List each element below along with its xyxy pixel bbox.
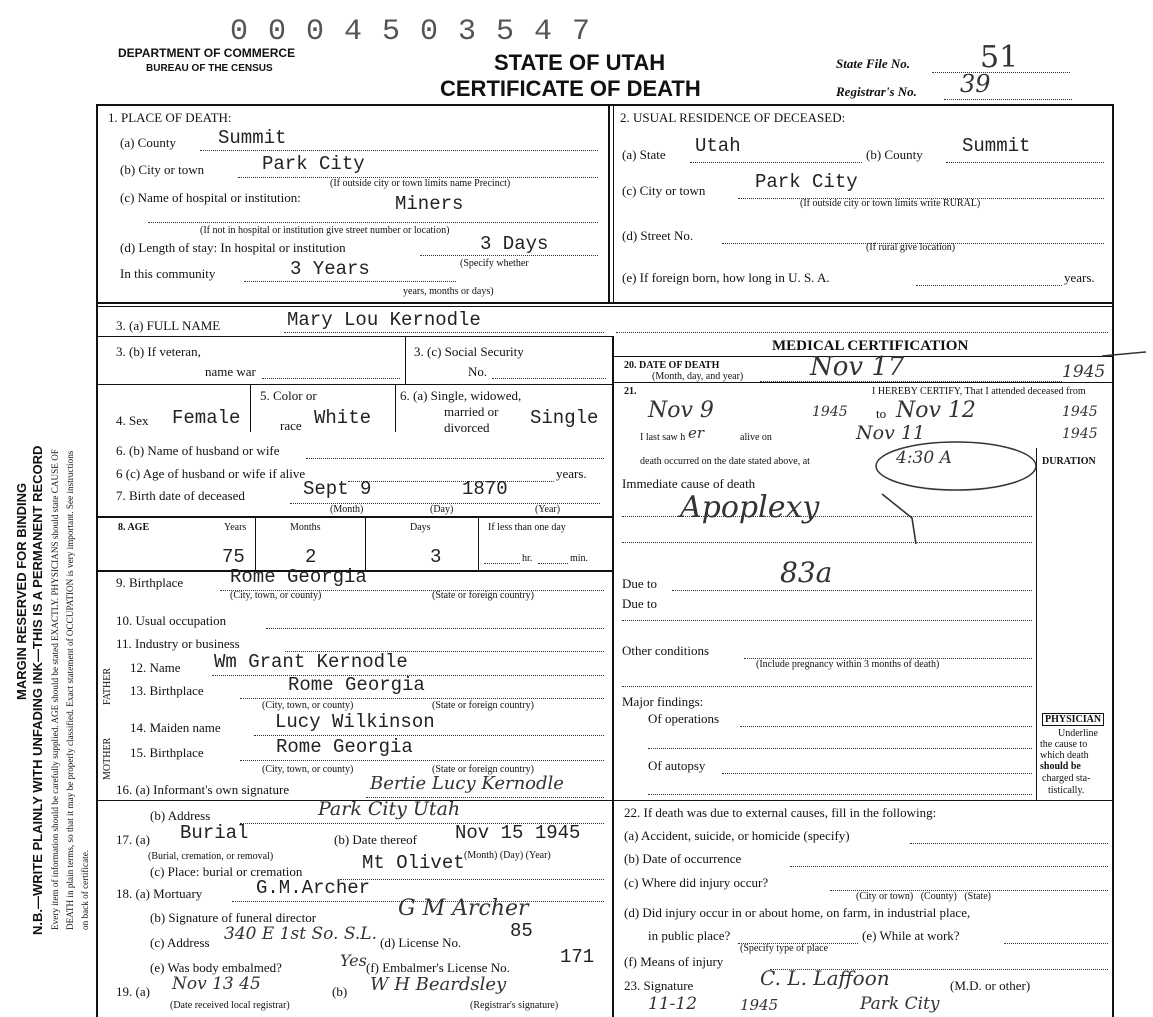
certificate-title: CERTIFICATE OF DEATH	[440, 76, 701, 101]
full-name-value: Mary Lou Kernodle	[287, 309, 481, 331]
burial-method-note: (Burial, cremation, or removal)	[148, 851, 274, 862]
place-of-death-heading: 1. PLACE OF DEATH:	[108, 110, 232, 125]
embalmer-license-value: 171	[560, 946, 595, 968]
state-file-label: State File No.	[836, 56, 911, 71]
cause-code-value: 83a	[780, 556, 833, 589]
embalmed-value: Yes	[340, 951, 367, 970]
physician-note-5: charged sta-	[1042, 773, 1091, 784]
res-city-note: (If outside city or town limits write RURAL)	[800, 198, 981, 209]
birthplace-state-note: (State or foreign country)	[432, 590, 534, 601]
birth-date-label: 7. Birth date of deceased	[116, 488, 245, 503]
date-of-death-note: (Month, day, and year)	[652, 371, 744, 382]
license-value: 85	[510, 920, 533, 942]
marital-label-1: 6. (a) Single, widowed,	[400, 388, 522, 403]
father-bp-city-note: (City, town, or county)	[262, 700, 354, 711]
mother-tag: MOTHER	[102, 737, 113, 780]
sex-label: 4. Sex	[116, 413, 149, 428]
birth-month-day-value: Sept 9	[303, 478, 372, 500]
burial-date-note: (Month) (Day) (Year)	[464, 850, 551, 861]
immediate-cause-value: Apoplexy	[680, 490, 820, 525]
res-county-value: Summit	[962, 135, 1031, 157]
age-years-value: 75	[222, 546, 245, 568]
occupation-label: 10. Usual occupation	[116, 613, 227, 628]
industry-label: 11. Industry or business	[116, 636, 240, 651]
marital-label-2: married or	[444, 404, 499, 419]
serial-number: 0 0 0 4 5 0 3 5 4 7	[230, 15, 592, 49]
burial-date-value: Nov 15 1945	[455, 822, 581, 844]
marital-value: Single	[530, 407, 599, 429]
county-label: (a) County	[120, 135, 176, 150]
burial-place-label: (c) Place: burial or cremation	[150, 864, 303, 879]
of-autopsy-label: Of autopsy	[648, 758, 706, 773]
signature-place-value: Park City	[860, 994, 940, 1014]
means-of-injury-label: (f) Means of injury	[624, 954, 724, 969]
birth-day-note: (Day)	[430, 504, 454, 515]
color-label: 5. Color or	[260, 388, 317, 403]
certify-number: 21.	[624, 386, 637, 397]
burial-label: 17. (a)	[116, 832, 150, 847]
md-or-other-label: (M.D. or other)	[950, 978, 1031, 993]
of-operations-label: Of operations	[648, 711, 720, 726]
marital-label-3: divorced	[444, 420, 490, 435]
length-of-stay-label: (d) Length of stay: In hospital or institution	[120, 240, 346, 255]
father-name-value: Wm Grant Kernodle	[214, 651, 408, 673]
hospital-label: (c) Name of hospital or institution:	[120, 190, 301, 205]
registrar-signature-value: W H Beardsley	[370, 974, 507, 995]
mortuary-value: G.M.Archer	[256, 877, 371, 899]
attended-from-value: Nov 9	[648, 398, 714, 423]
registrar-signature-label: (b)	[332, 984, 348, 999]
race-value: White	[314, 407, 372, 429]
physician-signature-value: C. L. Laffoon	[760, 966, 890, 990]
margin-note-permanent-record: N.B.—WRITE PLAINLY WITH UNFADING INK—THIS IS A PERMANENT RECORD	[30, 445, 45, 935]
due-to-2-label: Due to	[622, 596, 658, 611]
informant-address-value: Park City Utah	[318, 798, 461, 820]
mother-birthplace-label: 15. Birthplace	[130, 745, 204, 760]
birth-month-note: (Month)	[330, 504, 364, 515]
age-months-value: 2	[305, 546, 317, 568]
res-county-label: (b) County	[866, 147, 923, 162]
funeral-director-signature: G M Archer	[398, 896, 529, 921]
margin-note-instructions-3: on back of certificate.	[80, 849, 90, 930]
father-tag: FATHER	[102, 667, 113, 705]
birth-year-note: (Year)	[535, 504, 561, 515]
informant-signature-label: 16. (a) Informant's own signature	[116, 782, 290, 797]
injury-where-note: (City or town) (County) (State)	[856, 891, 991, 902]
father-bp-state-note: (State or foreign country)	[432, 700, 534, 711]
full-name-label: 3. (a) FULL NAME	[116, 318, 221, 333]
spouse-age-years-label: years.	[556, 466, 587, 481]
state-file-number: 51	[980, 40, 1019, 75]
due-to-label: Due to	[622, 576, 658, 591]
accident-label: (a) Accident, suicide, or homicide (specify)	[624, 828, 850, 843]
physician-title: PHYSICIAN	[1042, 713, 1104, 726]
specify-note: (Specify whether	[460, 258, 529, 269]
mother-maiden-label: 14. Maiden name	[130, 720, 221, 735]
margin-note-instructions-1: Every item of information should be carefully supplied. AGE should be stated EXACTLY. PHYSICIANS should state CAUSE OF	[50, 449, 60, 930]
embalmer-license-label: (f) Embalmer's License No.	[366, 960, 510, 975]
usual-residence-heading: 2. USUAL RESIDENCE OF DECEASED:	[620, 110, 846, 125]
funeral-director-label: (b) Signature of funeral director	[150, 910, 317, 925]
burial-date-label: (b) Date thereof	[334, 832, 418, 847]
date-of-death-label: 20. DATE OF DEATH	[624, 360, 720, 371]
stay-hospital-value: 3 Days	[480, 233, 549, 255]
mother-bp-state-note: (State or foreign country)	[432, 764, 534, 775]
mother-maiden-value: Lucy Wilkinson	[275, 711, 435, 733]
burial-method-value: Burial	[180, 822, 249, 844]
hospital-note: (If not in hospital or institution give street number or location)	[200, 225, 450, 236]
bureau-label: BUREAU OF THE CENSUS	[146, 63, 273, 74]
department-label: DEPARTMENT OF COMMERCE	[118, 46, 296, 60]
medical-certification-heading: MEDICAL CERTIFICATION	[772, 338, 969, 354]
father-birthplace-label: 13. Birthplace	[130, 683, 204, 698]
birthplace-label: 9. Birthplace	[116, 575, 184, 590]
cause-bracket-mark	[872, 488, 932, 548]
other-conditions-label: Other conditions	[622, 643, 710, 658]
physician-note-2: the cause to	[1040, 739, 1088, 750]
veteran-label: 3. (b) If veteran,	[116, 344, 201, 359]
other-conditions-note: (Include pregnancy within 3 months of death)	[756, 659, 940, 670]
hours-label: hr.	[522, 553, 533, 564]
duration-label: DURATION	[1042, 456, 1096, 467]
informant-address-label: (b) Address	[150, 808, 211, 823]
injury-where-label: (c) Where did injury occur?	[624, 875, 769, 890]
mother-bp-city-note: (City, town, or county)	[262, 764, 354, 775]
year-tick-mark	[1100, 346, 1150, 366]
community-label: In this community	[120, 266, 216, 281]
age-less-than-day-header: If less than one day	[488, 522, 566, 533]
age-label: 8. AGE	[118, 522, 150, 533]
physician-note-6: tistically.	[1048, 785, 1085, 796]
city-note: (If outside city or town limits name Precinct)	[330, 178, 511, 189]
physician-note-4: should be	[1040, 761, 1081, 772]
mortuary-address-value: 340 E 1st So. S.L.	[224, 924, 377, 944]
received-label: 19. (a)	[116, 984, 150, 999]
city-label: (b) City or town	[120, 162, 205, 177]
date-of-death-year: 1945	[1062, 362, 1106, 382]
age-months-header: Months	[290, 522, 321, 533]
last-saw-value: Nov 11	[856, 422, 926, 444]
sex-value: Female	[172, 407, 241, 429]
spouse-name-label: 6. (b) Name of husband or wife	[116, 443, 280, 458]
mortuary-address-label: (c) Address	[150, 935, 210, 950]
public-place-label: in public place?	[648, 928, 731, 943]
mortuary-label: 18. (a) Mortuary	[116, 886, 203, 901]
registrar-signature-note: (Registrar's signature)	[470, 1000, 559, 1011]
minutes-label: min.	[570, 553, 589, 564]
last-saw-year: 1945	[1062, 426, 1098, 442]
social-security-no-label: No.	[468, 364, 488, 379]
attended-to-label: to	[876, 406, 887, 421]
age-days-value: 3	[430, 546, 442, 568]
age-years-header: Years	[224, 522, 247, 533]
informant-signature-value: Bertie Lucy Kernodle	[370, 773, 564, 794]
date-of-occurrence-label: (b) Date of occurrence	[624, 851, 742, 866]
city-value: Park City	[262, 153, 365, 175]
signature-year-value: 1945	[740, 996, 779, 1014]
birthplace-value: Rome Georgia	[230, 566, 367, 588]
burial-place-value: Mt Olivet	[362, 852, 465, 874]
date-of-death-value: Nov 17	[810, 352, 905, 382]
years-months-days-note: years, months or days)	[403, 286, 494, 297]
res-city-label: (c) City or town	[622, 183, 706, 198]
state-title: STATE OF UTAH	[494, 50, 666, 75]
res-street-label: (d) Street No.	[622, 228, 694, 243]
father-name-label: 12. Name	[130, 660, 181, 675]
injury-place-label: (d) Did injury occur in or about home, on farm, in industrial place,	[624, 905, 971, 920]
birthplace-city-note: (City, town, or county)	[230, 590, 322, 601]
father-birthplace-value: Rome Georgia	[288, 674, 425, 696]
death-occurred-time: 4:30 A	[896, 448, 952, 468]
physician-note-1: Underline	[1058, 728, 1098, 739]
license-label: (d) License No.	[380, 935, 462, 950]
received-date-value: Nov 13 45	[172, 974, 261, 994]
foreign-years-label: years.	[1064, 270, 1095, 285]
res-city-value: Park City	[755, 171, 858, 193]
last-saw-label: I last saw h	[640, 432, 686, 443]
age-days-header: Days	[410, 522, 431, 533]
mother-birthplace-value: Rome Georgia	[276, 736, 413, 758]
birth-year-value: 1870	[462, 478, 508, 500]
county-value: Summit	[218, 127, 287, 149]
res-state-label: (a) State	[622, 147, 666, 162]
res-state-value: Utah	[695, 135, 741, 157]
signature-date-value: 11-12	[648, 994, 698, 1014]
last-saw-pronoun: er	[688, 424, 705, 442]
res-street-note: (If rural give location)	[866, 242, 956, 253]
attended-to-value: Nov 12	[896, 398, 976, 423]
spouse-age-label: 6 (c) Age of husband or wife if alive	[116, 466, 306, 481]
immediate-cause-label: Immediate cause of death	[622, 476, 756, 491]
embalmed-label: (e) Was body embalmed?	[150, 960, 282, 975]
hospital-value: Miners	[395, 193, 464, 215]
public-place-note: (Specify type of place	[740, 943, 829, 954]
foreign-born-label: (e) If foreign born, how long in U. S. A.	[622, 270, 830, 285]
margin-note-binding: MARGIN RESERVED FOR BINDING	[14, 482, 29, 700]
while-at-work-label: (e) While at work?	[862, 928, 960, 943]
physician-signature-label: 23. Signature	[624, 978, 694, 993]
attended-to-year: 1945	[1062, 404, 1098, 420]
alive-on-label: alive on	[740, 432, 772, 443]
physician-note-3: which death	[1040, 750, 1089, 761]
race-label: race	[280, 418, 302, 433]
received-date-note: (Date received local registrar)	[170, 1000, 290, 1011]
margin-note-instructions-2: DEATH in plain terms, so that it may be properly classified. Exact statement of OCCUPATION is very important. See instructions	[65, 450, 75, 930]
major-findings-label: Major findings:	[622, 694, 704, 709]
war-label: name war	[205, 364, 256, 379]
registrars-number-label: Registrar's No.	[836, 84, 917, 99]
registrars-number: 39	[960, 70, 991, 98]
attended-from-year: 1945	[812, 404, 848, 420]
stay-community-value: 3 Years	[290, 258, 370, 280]
external-causes-heading: 22. If death was due to external causes, fill in the following:	[624, 805, 937, 820]
social-security-label: 3. (c) Social Security	[414, 344, 524, 359]
death-occurred-label: death occurred on the date stated above, at	[640, 456, 810, 467]
certify-statement: I HEREBY CERTIFY, That I attended deceased from	[872, 386, 1086, 397]
